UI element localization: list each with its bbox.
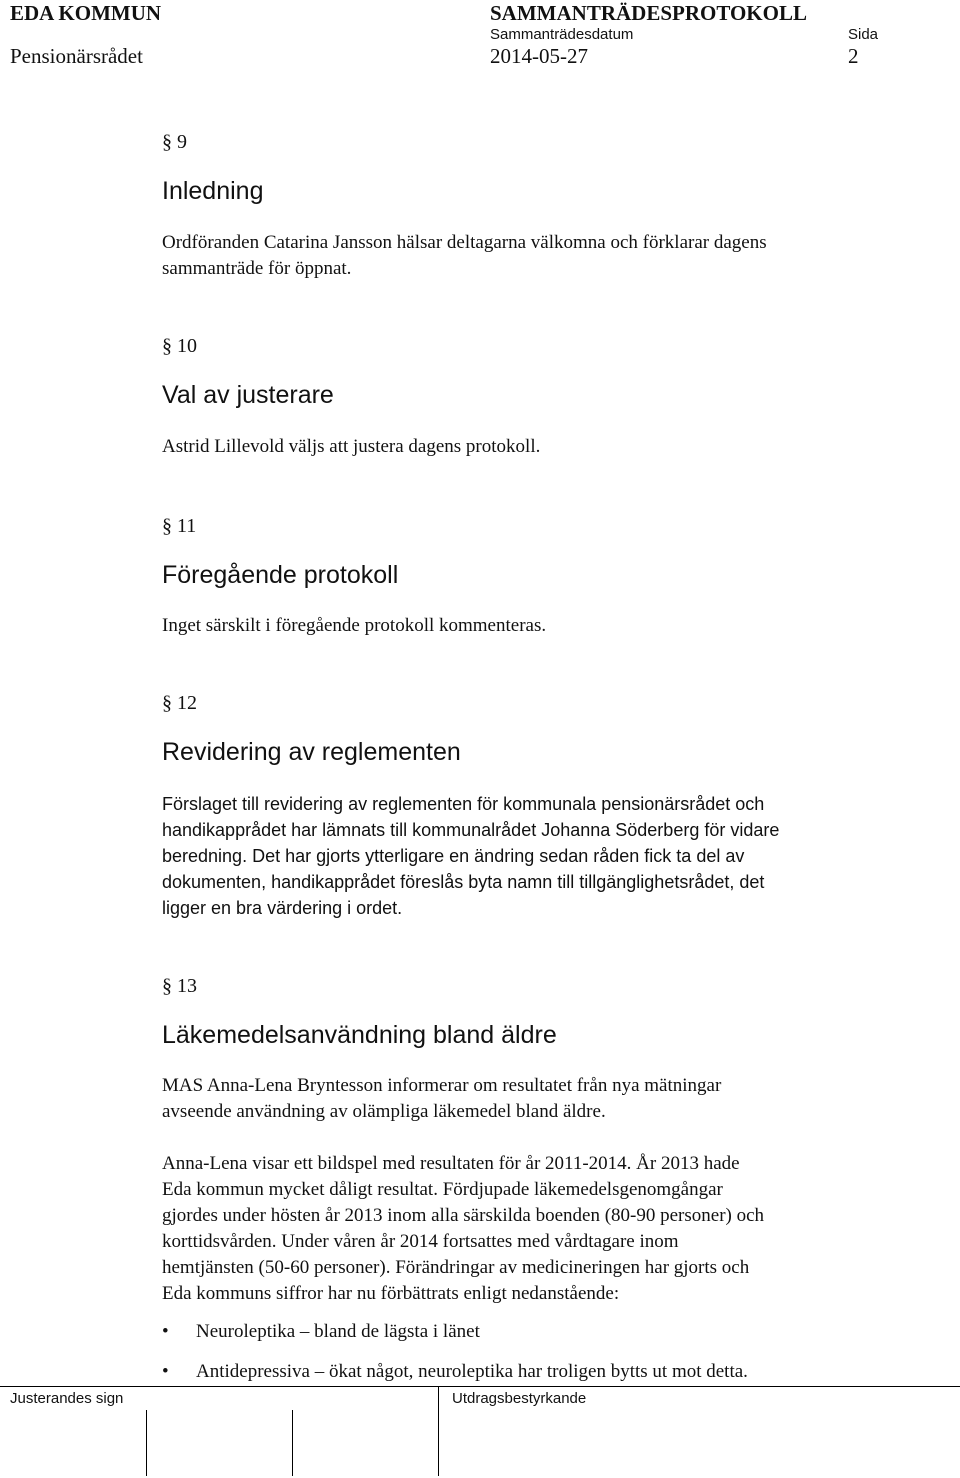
paragraph-line: beredning. Det har gjorts ytterligare en ändring sedan råden fick ta del av xyxy=(162,846,745,866)
utdragsbestyrkande-label: Utdragsbestyrkande xyxy=(452,1390,587,1407)
page-number: 2 xyxy=(848,44,859,68)
section-number: § 10 xyxy=(162,335,197,357)
bullet-icon: • xyxy=(162,1361,169,1382)
paragraph-line: Eda kommun mycket dåligt resultat. Fördjupade läkemedelsgenomgångar xyxy=(162,1179,723,1200)
section-heading: Föregående protokoll xyxy=(162,561,399,589)
paragraph-line: avseende användning av olämpliga läkemedel bland äldre. xyxy=(162,1101,606,1122)
paragraph-line: dokumenten, handikapprådet föreslås byta namn till tillgänglighetsrådet, det xyxy=(162,872,765,892)
signature-divider xyxy=(438,1386,439,1476)
body-name: Pensionärsrådet xyxy=(10,44,143,68)
justerandes-sign-label: Justerandes sign xyxy=(10,1390,124,1407)
org-name: EDA KOMMUN xyxy=(10,1,162,25)
paragraph-line: korttidsvården. Under våren år 2014 fortsattes med vårdtagare inom xyxy=(162,1231,679,1252)
paragraph-line: Anna-Lena visar ett bildspel med resultaten för år 2011-2014. År 2013 hade xyxy=(162,1153,740,1174)
doc-type: SAMMANTRÄDESPROTOKOLL xyxy=(490,1,807,25)
paragraph-line: gjordes under hösten år 2013 inom alla särskilda boenden (80-90 personer) och xyxy=(162,1205,765,1226)
footer-top-rule xyxy=(0,1386,960,1387)
section-number: § 12 xyxy=(162,692,197,714)
paragraph-line: MAS Anna-Lena Bryntesson informerar om resultatet från nya mätningar xyxy=(162,1075,722,1096)
signature-divider xyxy=(292,1410,293,1476)
paragraph-line: hemtjänsten (50-60 personer). Förändringar av medicineringen har gjorts och xyxy=(162,1257,750,1278)
paragraph-line: handikapprådet har lämnats till kommunalrådet Johanna Söderberg för vidare xyxy=(162,820,780,840)
section-heading: Läkemedelsanvändning bland äldre xyxy=(162,1021,557,1049)
page-label: Sida xyxy=(848,26,879,43)
section-number: § 9 xyxy=(162,131,187,153)
section-heading: Revidering av reglementen xyxy=(162,738,461,766)
paragraph-line: Astrid Lillevold väljs att justera dagens protokoll. xyxy=(162,436,541,457)
paragraph-line: ligger en bra värdering i ordet. xyxy=(162,898,403,918)
section-heading: Inledning xyxy=(162,177,264,205)
date-label: Sammanträdesdatum xyxy=(490,26,634,43)
bullet-item: Antidepressiva – ökat något, neuroleptika har troligen bytts ut mot detta. xyxy=(196,1361,748,1382)
paragraph-line: Eda kommuns siffror har nu förbättrats enligt nedanstående: xyxy=(162,1283,620,1304)
bullet-item: Neuroleptika – bland de lägsta i länet xyxy=(196,1321,480,1342)
paragraph-line: Inget särskilt i föregående protokoll kommenteras. xyxy=(162,615,547,636)
section-heading: Val av justerare xyxy=(162,381,334,409)
paragraph-line: Ordföranden Catarina Jansson hälsar deltagarna välkomna och förklarar dagens xyxy=(162,232,767,253)
paragraph-line: sammanträde för öppnat. xyxy=(162,258,352,279)
meeting-date: 2014-05-27 xyxy=(490,44,588,68)
section-number: § 13 xyxy=(162,975,197,997)
signature-divider xyxy=(146,1410,147,1476)
paragraph-line: Förslaget till revidering av reglementen för kommunala pensionärsrådet och xyxy=(162,794,765,814)
section-number: § 11 xyxy=(162,515,197,537)
bullet-icon: • xyxy=(162,1321,169,1342)
